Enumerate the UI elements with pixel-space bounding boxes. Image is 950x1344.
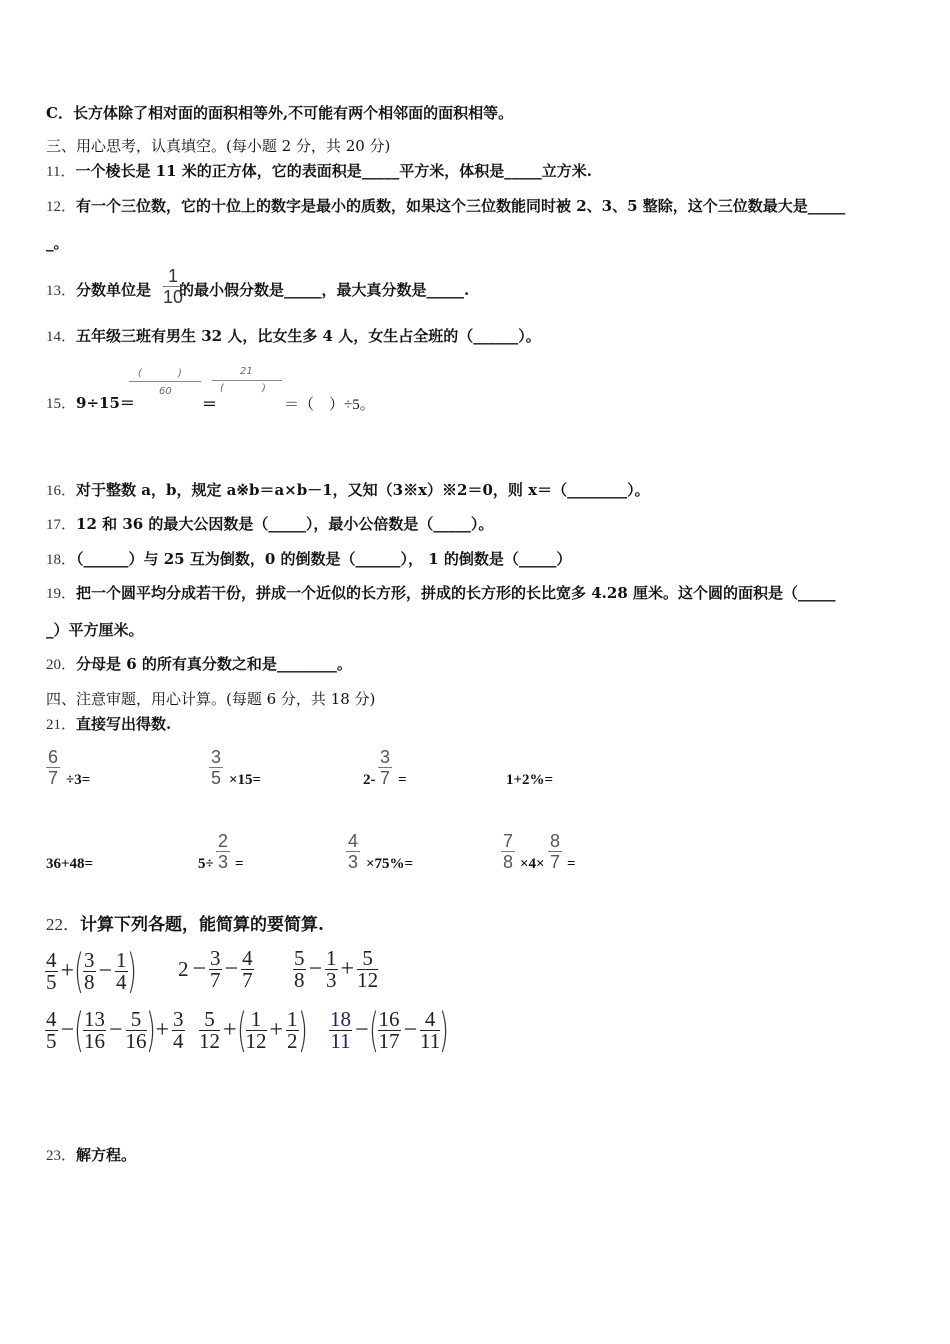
fraction: $\frac{4}{11}$ — [420, 1006, 441, 1053]
expression-4 — [44, 1003, 186, 1057]
plus: + — [155, 1016, 170, 1043]
blank-paren-left: ( — [220, 383, 224, 394]
calc-b3: ×75%= — [366, 856, 414, 872]
fraction: $\frac{18}{11}$ — [330, 1006, 351, 1053]
paren: ( — [74, 1003, 84, 1057]
question-number: 12． — [46, 199, 77, 215]
question-text: 分母是 6 的所有真分数之和是________。 — [76, 655, 352, 673]
calc-a4: 1+2%= — [506, 772, 554, 788]
numerator: 3 — [211, 747, 222, 767]
fraction: $\frac{1}{3}$ — [326, 946, 337, 992]
question-number: 22． — [46, 915, 80, 934]
fraction: $\frac{3}{7}$ — [210, 946, 221, 992]
question-number: 19． — [46, 586, 77, 602]
fraction: $\frac{1}{4}$ — [116, 947, 127, 994]
question-text: 直接写出得数. — [76, 715, 172, 733]
minus: − — [192, 956, 207, 982]
blank-paren-right: ) — [262, 383, 266, 394]
question-text: 一个棱长是 11 米的正方体，它的表面积是_____平方米，体积是_____立方米. — [75, 162, 592, 180]
question-20 — [46, 654, 352, 675]
denominator: 3 — [218, 852, 229, 872]
question-number: 15． — [46, 396, 77, 412]
denominator: 3 — [348, 852, 359, 872]
fraction: $\frac{3}{8}$ — [84, 947, 95, 994]
question-number: 16． — [46, 483, 77, 499]
question-text: （______）与 25 互为倒数，0 的倒数是（______）， 1 的倒数是（_____） — [76, 550, 572, 568]
question-number: 23． — [46, 1148, 77, 1164]
question-13 — [46, 280, 469, 301]
expression-5 — [198, 1003, 308, 1057]
minus: − — [109, 1016, 123, 1043]
paren: ) — [145, 1003, 156, 1057]
question-17 — [46, 514, 493, 535]
fraction: $\frac{13}{16}$ — [84, 1006, 105, 1053]
question-15 — [46, 393, 135, 414]
question-number: 11． — [46, 164, 76, 180]
plus: + — [60, 957, 75, 984]
fraction: $\frac{5}{16}$ — [125, 1006, 147, 1053]
expression-6 — [328, 1003, 450, 1057]
question-19 — [46, 583, 836, 604]
paren: ) — [297, 1003, 308, 1057]
question-text: 12 和 36 的最大公因数是（_____），最小公倍数是（_____）。 — [76, 515, 494, 533]
question-16 — [46, 480, 650, 501]
numerator-21: 21 — [240, 366, 253, 377]
minus: − — [60, 1016, 75, 1043]
section-3-heading: 三、用心思考，认真填空。(每小题 2 分，共 20 分) — [46, 137, 391, 155]
minus: − — [224, 956, 239, 982]
calc-a1: ÷3= — [66, 772, 91, 788]
fraction-line-1 — [129, 381, 201, 382]
plus: + — [340, 956, 355, 982]
question-22 — [46, 915, 324, 935]
denominator: 8 — [503, 852, 514, 872]
fraction — [209, 747, 223, 788]
numerator: 6 — [48, 747, 59, 767]
section-4-heading: 四、注意审题，用心计算。(每题 6 分，共 18 分) — [46, 690, 376, 708]
fraction: $\frac{1}{12}$ — [245, 1006, 267, 1053]
minus: − — [355, 1016, 369, 1043]
paren: ( — [74, 944, 84, 998]
question-text-pre: 分数单位是 — [76, 281, 152, 299]
fraction: $\frac{1}{2}$ — [287, 1006, 298, 1053]
option-c: C．长方体除了相对面的面积相等外,不可能有两个相邻面的面积相等。 — [46, 104, 514, 122]
numerator: 1 — [163, 266, 183, 287]
numerator: 3 — [380, 747, 391, 767]
question-number: 18． — [46, 552, 77, 568]
question-number: 21． — [46, 717, 77, 733]
question-number: 13． — [46, 283, 77, 299]
calc-b4-mid: ×4× — [520, 856, 545, 872]
calc-b2: = — [235, 856, 244, 872]
question-number: 20． — [46, 657, 77, 673]
calc-a3: = — [398, 772, 407, 788]
minus: − — [308, 956, 323, 982]
fraction: $\frac{5}{12}$ — [357, 946, 379, 992]
fraction — [216, 831, 230, 872]
minus: − — [403, 1016, 418, 1043]
fraction: $\frac{4}{7}$ — [242, 946, 253, 992]
calc-a2: ×15= — [229, 772, 262, 788]
question-text: 计算下列各题，能简算的要简算. — [80, 915, 324, 935]
question-11 — [46, 161, 592, 182]
denominator: 7 — [48, 768, 59, 788]
calc-b2-prefix: 5÷ — [198, 856, 214, 872]
denominator: 10 — [163, 287, 184, 307]
numerator: 2 — [218, 831, 229, 851]
question-text-c: ＝（ ）÷5。 — [284, 397, 375, 413]
plus: + — [223, 1016, 237, 1043]
fraction: $\frac{3}{4}$ — [173, 1006, 184, 1053]
question-12-continued: _。 — [46, 234, 69, 252]
expression-3 — [292, 948, 379, 991]
question-14 — [46, 326, 541, 347]
denominator: 5 — [211, 768, 222, 788]
question-number: 14． — [46, 329, 77, 345]
blank-paren-left: ( — [138, 368, 142, 379]
fraction: $\frac{4}{5}$ — [46, 1006, 57, 1053]
calc-b1: 36+48= — [46, 856, 94, 872]
calc-b4: = — [567, 856, 576, 872]
fraction — [346, 831, 360, 872]
whole-number: 2 — [178, 957, 189, 981]
fraction — [548, 831, 562, 872]
denominator: 7 — [550, 852, 561, 872]
numerator: 8 — [550, 831, 561, 851]
fraction-one-tenth — [163, 266, 183, 307]
blank-paren-right: ) — [178, 368, 182, 379]
numerator: 4 — [348, 831, 359, 851]
question-12 — [46, 196, 845, 217]
fraction-line-2 — [212, 380, 282, 381]
expression-2 — [176, 948, 255, 991]
question-text: 五年级三班有男生 32 人，比女生多 4 人，女生占全班的（______）。 — [76, 327, 541, 345]
calc-a3-prefix: 2- — [363, 772, 376, 788]
denominator-60: 60 — [159, 386, 172, 397]
question-text: 有一个三位数，它的十位上的数字是最小的质数，如果这个三位数能同时被 2、3、5 整除，这个三位数最大是_____ — [76, 197, 846, 215]
question-text-post: 的最小假分数是_____，最大真分数是_____. — [179, 281, 470, 299]
numerator: 7 — [503, 831, 514, 851]
paren: ) — [126, 944, 137, 998]
paren: ) — [439, 1003, 450, 1057]
question-text-a: 9÷15＝ — [76, 394, 135, 412]
minus: − — [98, 957, 113, 984]
question-21 — [46, 714, 171, 735]
fraction: $\frac{5}{12}$ — [199, 1006, 220, 1053]
question-23 — [46, 1145, 136, 1166]
paren: ( — [368, 1003, 379, 1057]
paren: ( — [236, 1003, 247, 1057]
question-text: 解方程。 — [76, 1146, 137, 1164]
fraction — [501, 831, 515, 872]
fraction — [46, 747, 60, 788]
question-text: 把一个圆平均分成若干份，拼成一个近似的长方形，拼成的长方形的长比宽多 4.28 厘米。这个圆的面积是（_____ — [76, 584, 836, 602]
expression-1 — [44, 944, 137, 998]
question-number: 17． — [46, 517, 77, 533]
fraction: $\frac{5}{8}$ — [294, 946, 305, 992]
question-text: 对于整数 a，b，规定 a※b＝a×b－1，又知（3※x）※2＝0，则 x＝（________）。 — [76, 481, 650, 499]
fraction: $\frac{4}{5}$ — [46, 947, 57, 994]
equals-sign: ＝ — [202, 397, 218, 413]
plus: + — [269, 1016, 284, 1043]
denominator: 7 — [380, 768, 391, 788]
question-18 — [46, 549, 571, 570]
question-19-continued: _）平方厘米。 — [46, 621, 144, 639]
fraction: $\frac{16}{17}$ — [378, 1006, 400, 1053]
fraction — [378, 747, 392, 788]
